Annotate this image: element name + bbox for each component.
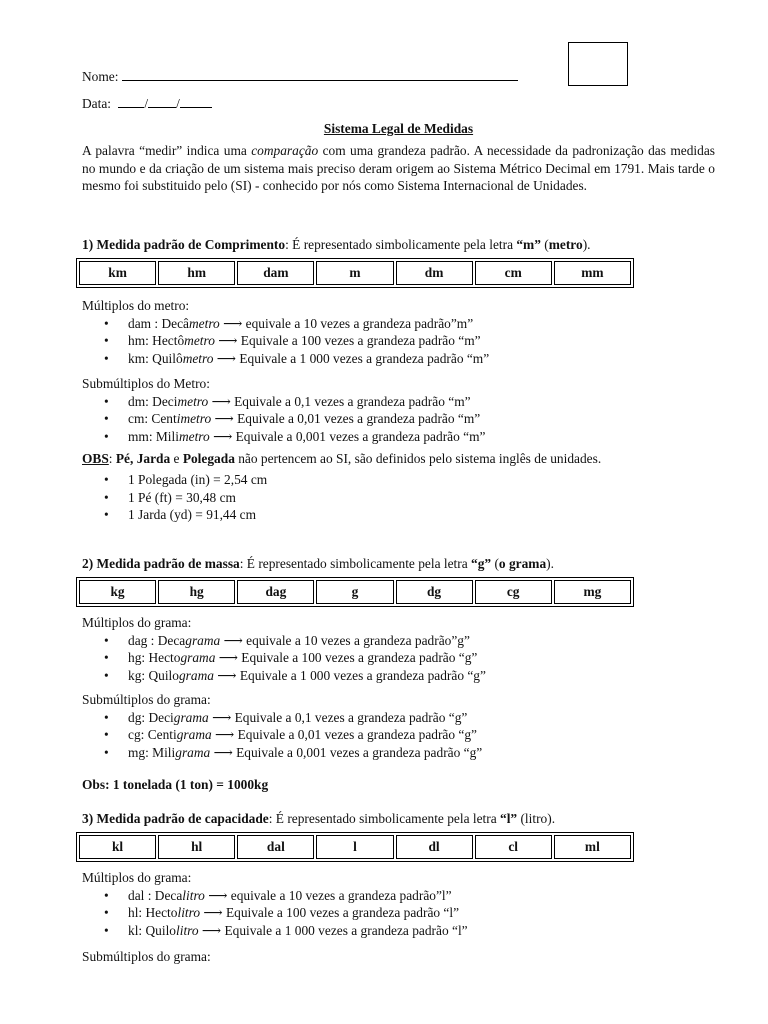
unit-cell: hl: [158, 835, 235, 859]
item-text: ⟶ Equivale a 0,1 vezes a grandeza padrão “g”: [208, 709, 468, 725]
multiples-label: Múltiplos do grama:: [82, 870, 192, 885]
section1-obs: [82, 450, 715, 468]
list-item: [82, 744, 715, 762]
unit-cell: cm: [475, 261, 552, 285]
name-label: Nome:: [82, 69, 119, 84]
item-text: dg: Deci: [128, 709, 174, 725]
section2-multiples: [82, 614, 715, 685]
section1-submultiples: [82, 375, 715, 446]
section1-heading: [82, 236, 715, 254]
list-item: [82, 393, 715, 411]
item-text: ⟶ equivale a 10 vezes a grandeza padrão”l”: [204, 887, 452, 903]
list-item: [82, 887, 715, 905]
item-text: dm: Deci: [128, 393, 178, 409]
section3-heading-bold: 3) Medida padrão de capacidade: [82, 811, 269, 826]
date-day-line: [118, 95, 144, 108]
obs-text: e: [170, 451, 183, 466]
mass-units-table: [76, 577, 634, 607]
name-blank-line: [122, 68, 518, 81]
unit-cell: dal: [237, 835, 314, 859]
intro-italic: comparação: [251, 143, 319, 158]
item-italic: grama: [178, 668, 214, 684]
grade-box: [568, 42, 628, 86]
item-text: cm: Cent: [128, 411, 177, 427]
multiples-label: Múltiplos do grama:: [82, 615, 192, 630]
item-text: ⟶ Equivale a 100 vezes a grandeza padrão “m”: [214, 333, 481, 349]
section3-heading-text: : É representado simbolicamente pela letra: [268, 811, 500, 826]
section2-heading-bold: 2) Medida padrão de massa: [82, 556, 240, 571]
unit-cell: g: [316, 580, 393, 604]
unit-cell: mm: [554, 261, 631, 285]
item-text: hm: Hectô: [128, 333, 185, 349]
list-item: [82, 428, 715, 446]
paren: ).: [582, 237, 591, 252]
list-item: [82, 922, 715, 940]
section3-heading: [82, 810, 715, 828]
intro-text-rest: com uma grandeza padrão. A necessidade da padronização das medidas no mundo e da criação de um sistema mais preciso deram origem ao Sistema Métrico Decimal em 1791. Mais tarde o mesmo foi substituido pelo (SI) - conhecido por nós como Sistema Internacional de Unidades.: [82, 143, 715, 194]
date-month-line: [148, 95, 176, 108]
section2-heading-unit: o grama: [498, 556, 547, 571]
section1-multiples: [82, 297, 715, 368]
item-text: dag : Deca: [128, 632, 186, 648]
submultiples-label: Submúltiplos do grama:: [82, 692, 211, 707]
item-italic: grama: [173, 709, 209, 725]
unit-cell: mg: [554, 580, 631, 604]
length-units-table: [76, 258, 634, 288]
unit-cell: ml: [554, 835, 631, 859]
item-text: hg: Hecto: [128, 650, 181, 666]
obs-bold: Polegada: [182, 451, 235, 466]
item-italic: metro: [178, 429, 210, 445]
unit-cell: dl: [396, 835, 473, 859]
item-text: ⟶ Equivale a 0,001 vezes a grandeza padrão “g”: [210, 745, 483, 761]
item-text: ⟶ Equivale a 1 000 vezes a grandeza padrão “l”: [198, 923, 468, 939]
unit-cell: m: [316, 261, 393, 285]
item-text: ⟶ Equivale a 0,01 vezes a grandeza padrão “m”: [211, 411, 481, 427]
item-italic: metro: [182, 351, 214, 367]
table-row: [79, 580, 631, 604]
list-item: [82, 667, 715, 685]
item-text: dal : Deca: [128, 887, 183, 903]
item-text: ⟶ Equivale a 1 000 vezes a grandeza padrão “g”: [213, 668, 486, 684]
item-italic: metro: [184, 333, 215, 349]
list-item: [82, 904, 715, 922]
intro-paragraph: [82, 142, 715, 195]
section1-heading-unit: metro: [548, 237, 583, 252]
unit-cell: cl: [475, 835, 552, 859]
item-text: ⟶ Equivale a 0,001 vezes a grandeza padrão “m”: [209, 429, 486, 445]
item-italic: grama: [185, 632, 221, 648]
item-text: dam : Decâ: [128, 315, 189, 331]
item-text: mm: Mili: [128, 429, 179, 445]
unit-cell: kl: [79, 835, 156, 859]
name-row: [82, 68, 518, 86]
item-text: ⟶ equivale a 10 vezes a grandeza padrão”g”: [220, 632, 470, 648]
unit-cell: hm: [158, 261, 235, 285]
list-item: • 1 Polegada (in) = 2,54 cm: [82, 471, 715, 489]
item-text: ⟶ Equivale a 0,1 vezes a grandeza padrão “m”: [208, 393, 471, 409]
item-italic: litro: [182, 887, 205, 903]
item-italic: imetro: [176, 411, 212, 427]
section3-heading-symbol: “l”: [500, 811, 518, 826]
item-text: kg: Quilo: [128, 668, 179, 684]
unit-cell: hg: [158, 580, 235, 604]
section3-submultiples-label: Submúltiplos do grama:: [82, 949, 211, 964]
date-separator: /: [176, 96, 180, 111]
unit-cell: dag: [237, 580, 314, 604]
item-text: kl: Quilo: [128, 923, 176, 939]
obs-text: não pertencem ao SI, são definidos pelo sistema inglês de unidades.: [234, 451, 602, 466]
item-text: ⟶ Equivale a 100 vezes a grandeza padrão “l”: [200, 905, 460, 921]
section2-heading-symbol: “g”: [471, 556, 492, 571]
item-italic: grama: [176, 727, 212, 743]
item-text: hl: Hecto: [128, 905, 178, 921]
item-text: ⟶ Equivale a 0,01 vezes a grandeza padrão “g”: [211, 727, 477, 743]
list-item: [82, 410, 715, 428]
list-item: • 1 Pé (ft) = 30,48 cm: [82, 489, 715, 507]
item-italic: grama: [180, 650, 216, 666]
list-item: [82, 726, 715, 744]
unit-cell: dm: [396, 261, 473, 285]
paren: (: [491, 556, 499, 571]
item-text: km: Quilô: [128, 351, 183, 367]
obs-colon: :: [108, 451, 116, 466]
item-text: ⟶ Equivale a 1 000 vezes a grandeza padrão “m”: [213, 351, 490, 367]
section1-heading-symbol: “m”: [516, 237, 541, 252]
page-title: Sistema Legal de Medidas: [323, 121, 474, 136]
date-year-line: [180, 95, 212, 108]
list-item: [82, 315, 715, 333]
submultiples-label: Submúltiplos do Metro:: [82, 376, 210, 391]
unit-cell: l: [316, 835, 393, 859]
section3-multiples: [82, 869, 715, 940]
obs-label: OBS: [82, 451, 109, 466]
table-row: [79, 261, 631, 285]
unit-cell: dam: [237, 261, 314, 285]
section2-obs: Obs: 1 tonelada (1 ton) = 1000kg: [82, 777, 269, 792]
section1-heading-bold: 1) Medida padrão de Comprimento: [82, 237, 286, 252]
list-item: [82, 632, 715, 650]
list-item: [82, 709, 715, 727]
item-text: mg: Mili: [128, 745, 176, 761]
item-italic: grama: [175, 745, 211, 761]
list-item: [82, 350, 715, 368]
item-italic: metro: [188, 315, 220, 331]
section2-heading-text: : É representado simbolicamente pela letra: [239, 556, 471, 571]
section3-heading-rest: (litro).: [517, 811, 556, 826]
section1-heading-text: : É representado simbolicamente pela letra: [285, 237, 517, 252]
item-text: cg: Centi: [128, 727, 177, 743]
unit-cell: kg: [79, 580, 156, 604]
unit-cell: dg: [396, 580, 473, 604]
item-italic: litro: [176, 923, 199, 939]
table-row: [79, 835, 631, 859]
item-italic: litro: [177, 905, 201, 921]
obs-bold: Pé, Jarda: [115, 451, 171, 466]
item-text: ⟶ Equivale a 100 vezes a grandeza padrão “g”: [215, 650, 478, 666]
section1-obs-list: [82, 471, 715, 524]
section2-submultiples: [82, 691, 715, 762]
date-separator: /: [144, 96, 149, 111]
paren: ).: [546, 556, 554, 571]
item-italic: metro: [177, 393, 209, 409]
item-text: ⟶ equivale a 10 vezes a grandeza padrão”m”: [219, 315, 474, 331]
multiples-label: Múltiplos do metro:: [82, 298, 190, 313]
intro-text: A palavra “medir” indica uma: [82, 143, 252, 158]
list-item: [82, 649, 715, 667]
unit-cell: cg: [475, 580, 552, 604]
list-item: [82, 332, 715, 350]
capacity-units-table: [76, 832, 634, 862]
list-item: • 1 Jarda (yd) = 91,44 cm: [82, 506, 715, 524]
date-label: Data:: [82, 96, 111, 111]
unit-cell: km: [79, 261, 156, 285]
date-row: [82, 95, 212, 113]
section2-heading: [82, 555, 715, 573]
paren: (: [540, 237, 549, 252]
